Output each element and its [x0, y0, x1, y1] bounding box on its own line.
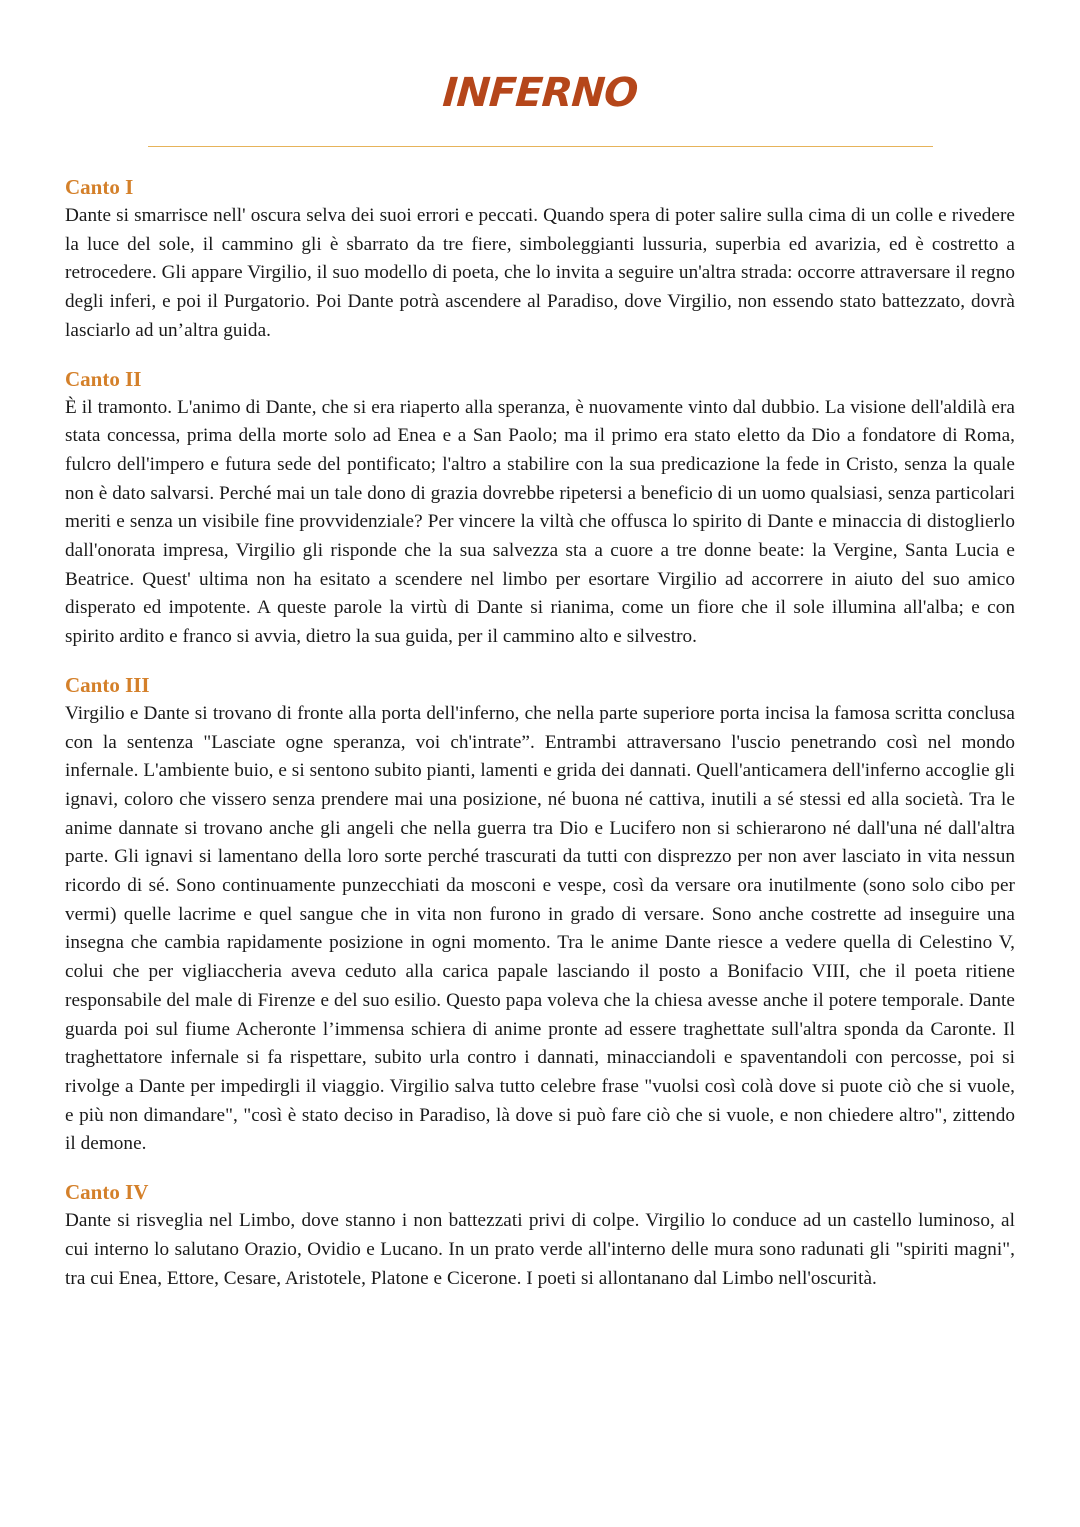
canto-heading: Canto III: [65, 672, 150, 697]
title-divider: [148, 146, 933, 147]
canto-paragraph: Virgilio e Dante si trovano di fronte alla porta dell'inferno, che nella parte superiore porta incisa la famosa scritta conclusa con la sentenza "Lasciate ogne speranza, voi ch'intrate”. Entrambi attraversano l'uscio penetrando così nel mondo infernale. L'ambiente buio, e si sentono subito pianti, lamenti e grida dei dannati. Quell'anticamera dell'inferno accoglie gli ignavi, coloro che vissero senza prendere mai una posizione, né buona né cattiva, inutili a sé stessi ed alla società. Tra le anime dannate si trovano anche gli angeli che nella guerra tra Dio e Lucifero non si schierarono né dall'una né dall'altra parte. Gli ignavi si lamentano della loro sorte perché trascurati da tutti con disprezzo per non aver lasciato in vita nessun ricordo di sé. Sono continuamente punzecchiati da mosconi e vespe, così da versare ora inutilmente (sono solo cibo per vermi) quelle lacrime e quel sangue che in vita non furono in grado di versare. Sono anche costrette ad inseguire una insegna che cambia rapidamente posizione in ogni momento. Tra le anime Dante riesce a vedere quella di Celestino V, colui che per vigliaccheria aveva ceduto alla carica papale lasciando il posto a Bonifacio VIII, che il poeta ritiene responsabile del male di Firenze e del suo esilio. Questo papa voleva che la chiesa avesse anche il potere temporale. Dante guarda poi sul fiume Acheronte l’immensa schiera di anime pronte ad essere traghettate sull'altra sponda da Caronte. Il traghettatore infernale si fa rispettare, subito urla contro i dannati, minacciandoli e spaventandoli con percosse, poi si rivolge a Dante per impedirgli il viaggio. Virgilio salva tutto celebre frase "vuolsi così colà dove si puote ciò che si vuole, e più non dimandare", "così è stato deciso in Paradiso, là dove si può fare ciò che si vuole, e non chiedere altro", zittendo il demone.: [65, 702, 1015, 1155]
canto-paragraph: Dante si smarrisce nell' oscura selva dei suoi errori e peccati. Quando spera di poter salire sulla cima di un colle e rivedere la luce del sole, il cammino gli è sbarrato da tre fiere, simboleggianti lussuria, superbia ed avarizia, ed è costretto a retrocedere. Gli appare Virgilio, il suo modello di poeta, che lo invita a seguire un'altra strada: occorre attraversare il regno degli inferi, e poi il Purgatorio. Poi Dante potrà ascendere al Paradiso, dove Virgilio, non essendo stato battezzato, dovrà lasciarlo ad un’altra guida.: [65, 205, 1015, 341]
canto-paragraph: È il tramonto. L'animo di Dante, che si era riaperto alla speranza, è nuovamente vinto dal dubbio. La visione dell'aldilà era stata concessa, prima della morte solo ad Enea e a San Paolo; ma il primo era stato eletto da Dio a fondatore di Roma, fulcro dell'impero e futura sede del pontificato; l'altro a stabilire con la sua predicazione la fede in Cristo, senza la quale non è dato salvarsi. Perché mai un tale dono di grazia dovrebbe ripetersi a beneficio di un uomo qualsiasi, senza particolari meriti e senza un visibile fine provvidenziale? Per vincere la viltà che offusca lo spirito di Dante e minaccia di distoglierlo dall'onorata impresa, Virgilio gli risponde che la sua salvezza sta a cuore a tre donne beate: la Vergine, Santa Lucia e Beatrice. Quest' ultima non ha esitato a scendere nel limbo per esortare Virgilio ad accorrere in aiuto del suo amico disperato ed impotente. A queste parole la virtù di Dante si rianima, come un fiore che il sole illumina all'alba; e con spirito ardito e franco si avvia, dietro la sua guida, per il cammino alto e silvestro.: [65, 396, 1015, 648]
canto-section: [65, 670, 1015, 1159]
canto-section: [65, 364, 1015, 652]
document-body: [65, 172, 1015, 1311]
canto-heading: Canto I: [65, 175, 134, 199]
canto-heading: Canto IV: [65, 1180, 149, 1205]
canto-paragraph: Dante si risveglia nel Limbo, dove stanno i non battezzati privi di colpe. Virgilio lo conduce ad un castello luminoso, al cui interno lo salutano Orazio, Ovidio e Lucano. In un prato verde all'interno delle mura sono radunati gli "spiriti magni", tra cui Enea, Ettore, Cesare, Aristotele, Platone e Cicerone. I poeti si allontanano dal Limbo nell'oscurità.: [65, 1210, 1015, 1289]
document-title: INFERNO: [441, 70, 639, 116]
canto-section: [65, 1177, 1015, 1293]
canto-heading: Canto II: [65, 366, 142, 391]
canto-section: [65, 172, 1015, 346]
